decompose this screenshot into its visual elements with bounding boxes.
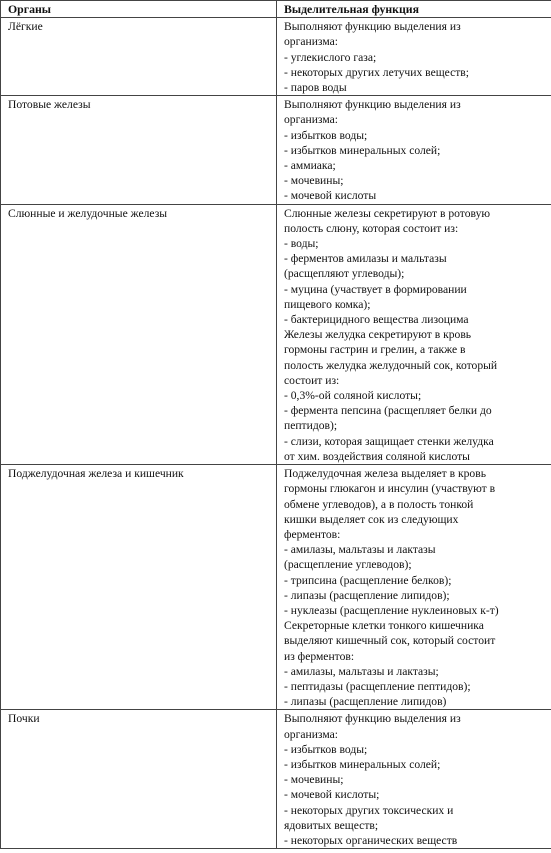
- organ-cell: Лёгкие: [1, 18, 277, 96]
- function-line: Слюнные железы секретируют в ротовую: [284, 206, 491, 220]
- function-cell: [277, 96, 551, 204]
- function-line: пищевого комка);: [284, 297, 371, 311]
- function-line: ядовитых веществ;: [284, 818, 379, 832]
- function-cell: [277, 710, 551, 849]
- function-line: - избытков минеральных солей;: [284, 757, 441, 771]
- function-line: Выполняют функцию выделения из: [284, 98, 461, 112]
- function-line: - некоторых других летучих веществ;: [284, 65, 469, 79]
- function-line: - углекислого газа;: [284, 50, 377, 64]
- function-line: полость желудка желудочный сок, который: [284, 358, 498, 372]
- function-line: - липазы (расщепление липидов);: [284, 588, 450, 602]
- table-row: [1, 710, 551, 849]
- table-row: [1, 18, 551, 96]
- function-line: от хим. воздействия соляной кислоты: [284, 449, 470, 463]
- function-cell: [277, 204, 551, 464]
- organ-cell: Поджелудочная железа и кишечник: [1, 465, 277, 710]
- function-line: организма:: [284, 113, 338, 127]
- function-line: - мочевины;: [284, 773, 344, 787]
- function-line: - паров воды: [284, 81, 347, 95]
- function-line: пептидов);: [284, 419, 338, 433]
- header-row: [1, 1, 551, 18]
- function-line: - мочевой кислоты;: [284, 788, 380, 802]
- function-line: - амилазы, мальтазы и лактазы: [284, 543, 436, 557]
- function-line: - 0,3%-ой соляной кислоты;: [284, 389, 422, 403]
- function-line: - мочевой кислоты: [284, 189, 377, 203]
- function-line: - фермента пепсина (расщепляет белки до: [284, 404, 492, 418]
- function-line: - некоторых других токсических и: [284, 803, 454, 817]
- table-row: [1, 96, 551, 204]
- table-row: [1, 204, 551, 464]
- organ-cell: Потовые железы: [1, 96, 277, 204]
- function-line: обмене углеводов), а в полость тонкой: [284, 497, 474, 511]
- table-row: [1, 465, 551, 710]
- function-line: гормоны глюкагон и инсулин (участвуют в: [284, 482, 496, 496]
- function-line: Секреторные клетки тонкого кишечника: [284, 619, 484, 633]
- function-line: Железы желудка секретируют в кровь: [284, 328, 472, 342]
- function-line: - избытков воды;: [284, 128, 368, 142]
- function-line: ферментов:: [284, 527, 341, 541]
- function-line: - мочевины;: [284, 174, 344, 188]
- function-line: - слизи, которая защищает стенки желудка: [284, 434, 494, 448]
- function-line: - избытков воды;: [284, 742, 368, 756]
- function-line: - избытков минеральных солей;: [284, 143, 441, 157]
- function-line: - амилазы, мальтазы и лактазы;: [284, 664, 439, 678]
- function-line: - трипсина (расщепление белков);: [284, 573, 452, 587]
- function-line: Выполняют функцию выделения из: [284, 20, 461, 34]
- function-line: - липазы (расщепление липидов): [284, 695, 447, 709]
- function-line: - некоторых органических веществ: [284, 833, 458, 847]
- organ-cell: Слюнные и желудочные железы: [1, 204, 277, 464]
- function-line: Поджелудочная железа выделяет в кровь: [284, 467, 486, 481]
- function-line: Выполняют функцию выделения из: [284, 712, 461, 726]
- function-line: - бактерицидного вещества лизоцима: [284, 313, 469, 327]
- header-organs: Органы: [1, 1, 277, 18]
- function-line: - нуклеазы (расщепление нуклеиновых к-т): [284, 603, 499, 617]
- function-line: - муцина (участвует в формировании: [284, 282, 467, 296]
- function-line: кишки выделяет сок из следующих: [284, 512, 459, 526]
- function-line: выделяют кишечный сок, который состоит: [284, 634, 496, 648]
- function-line: (расщепление углеводов);: [284, 558, 412, 572]
- function-line: организма:: [284, 35, 338, 49]
- function-line: - воды;: [284, 237, 319, 251]
- function-line: организма:: [284, 727, 338, 741]
- function-cell: [277, 465, 551, 710]
- header-function: Выделительная функция: [277, 1, 551, 18]
- function-line: состоит из:: [284, 373, 340, 387]
- organ-cell: Почки: [1, 710, 277, 849]
- function-line: (расщепляют углеводы);: [284, 267, 405, 281]
- function-line: - пептидазы (расщепление пептидов);: [284, 679, 471, 693]
- table-body: [1, 18, 551, 849]
- function-line: гормоны гастрин и грелин, а также в: [284, 343, 466, 357]
- function-cell: [277, 18, 551, 96]
- function-line: из ферментов:: [284, 649, 355, 663]
- function-line: - аммиака;: [284, 159, 336, 173]
- function-line: - ферментов амилазы и мальтазы: [284, 252, 447, 266]
- function-line: полость слюну, которая состоит из:: [284, 221, 459, 235]
